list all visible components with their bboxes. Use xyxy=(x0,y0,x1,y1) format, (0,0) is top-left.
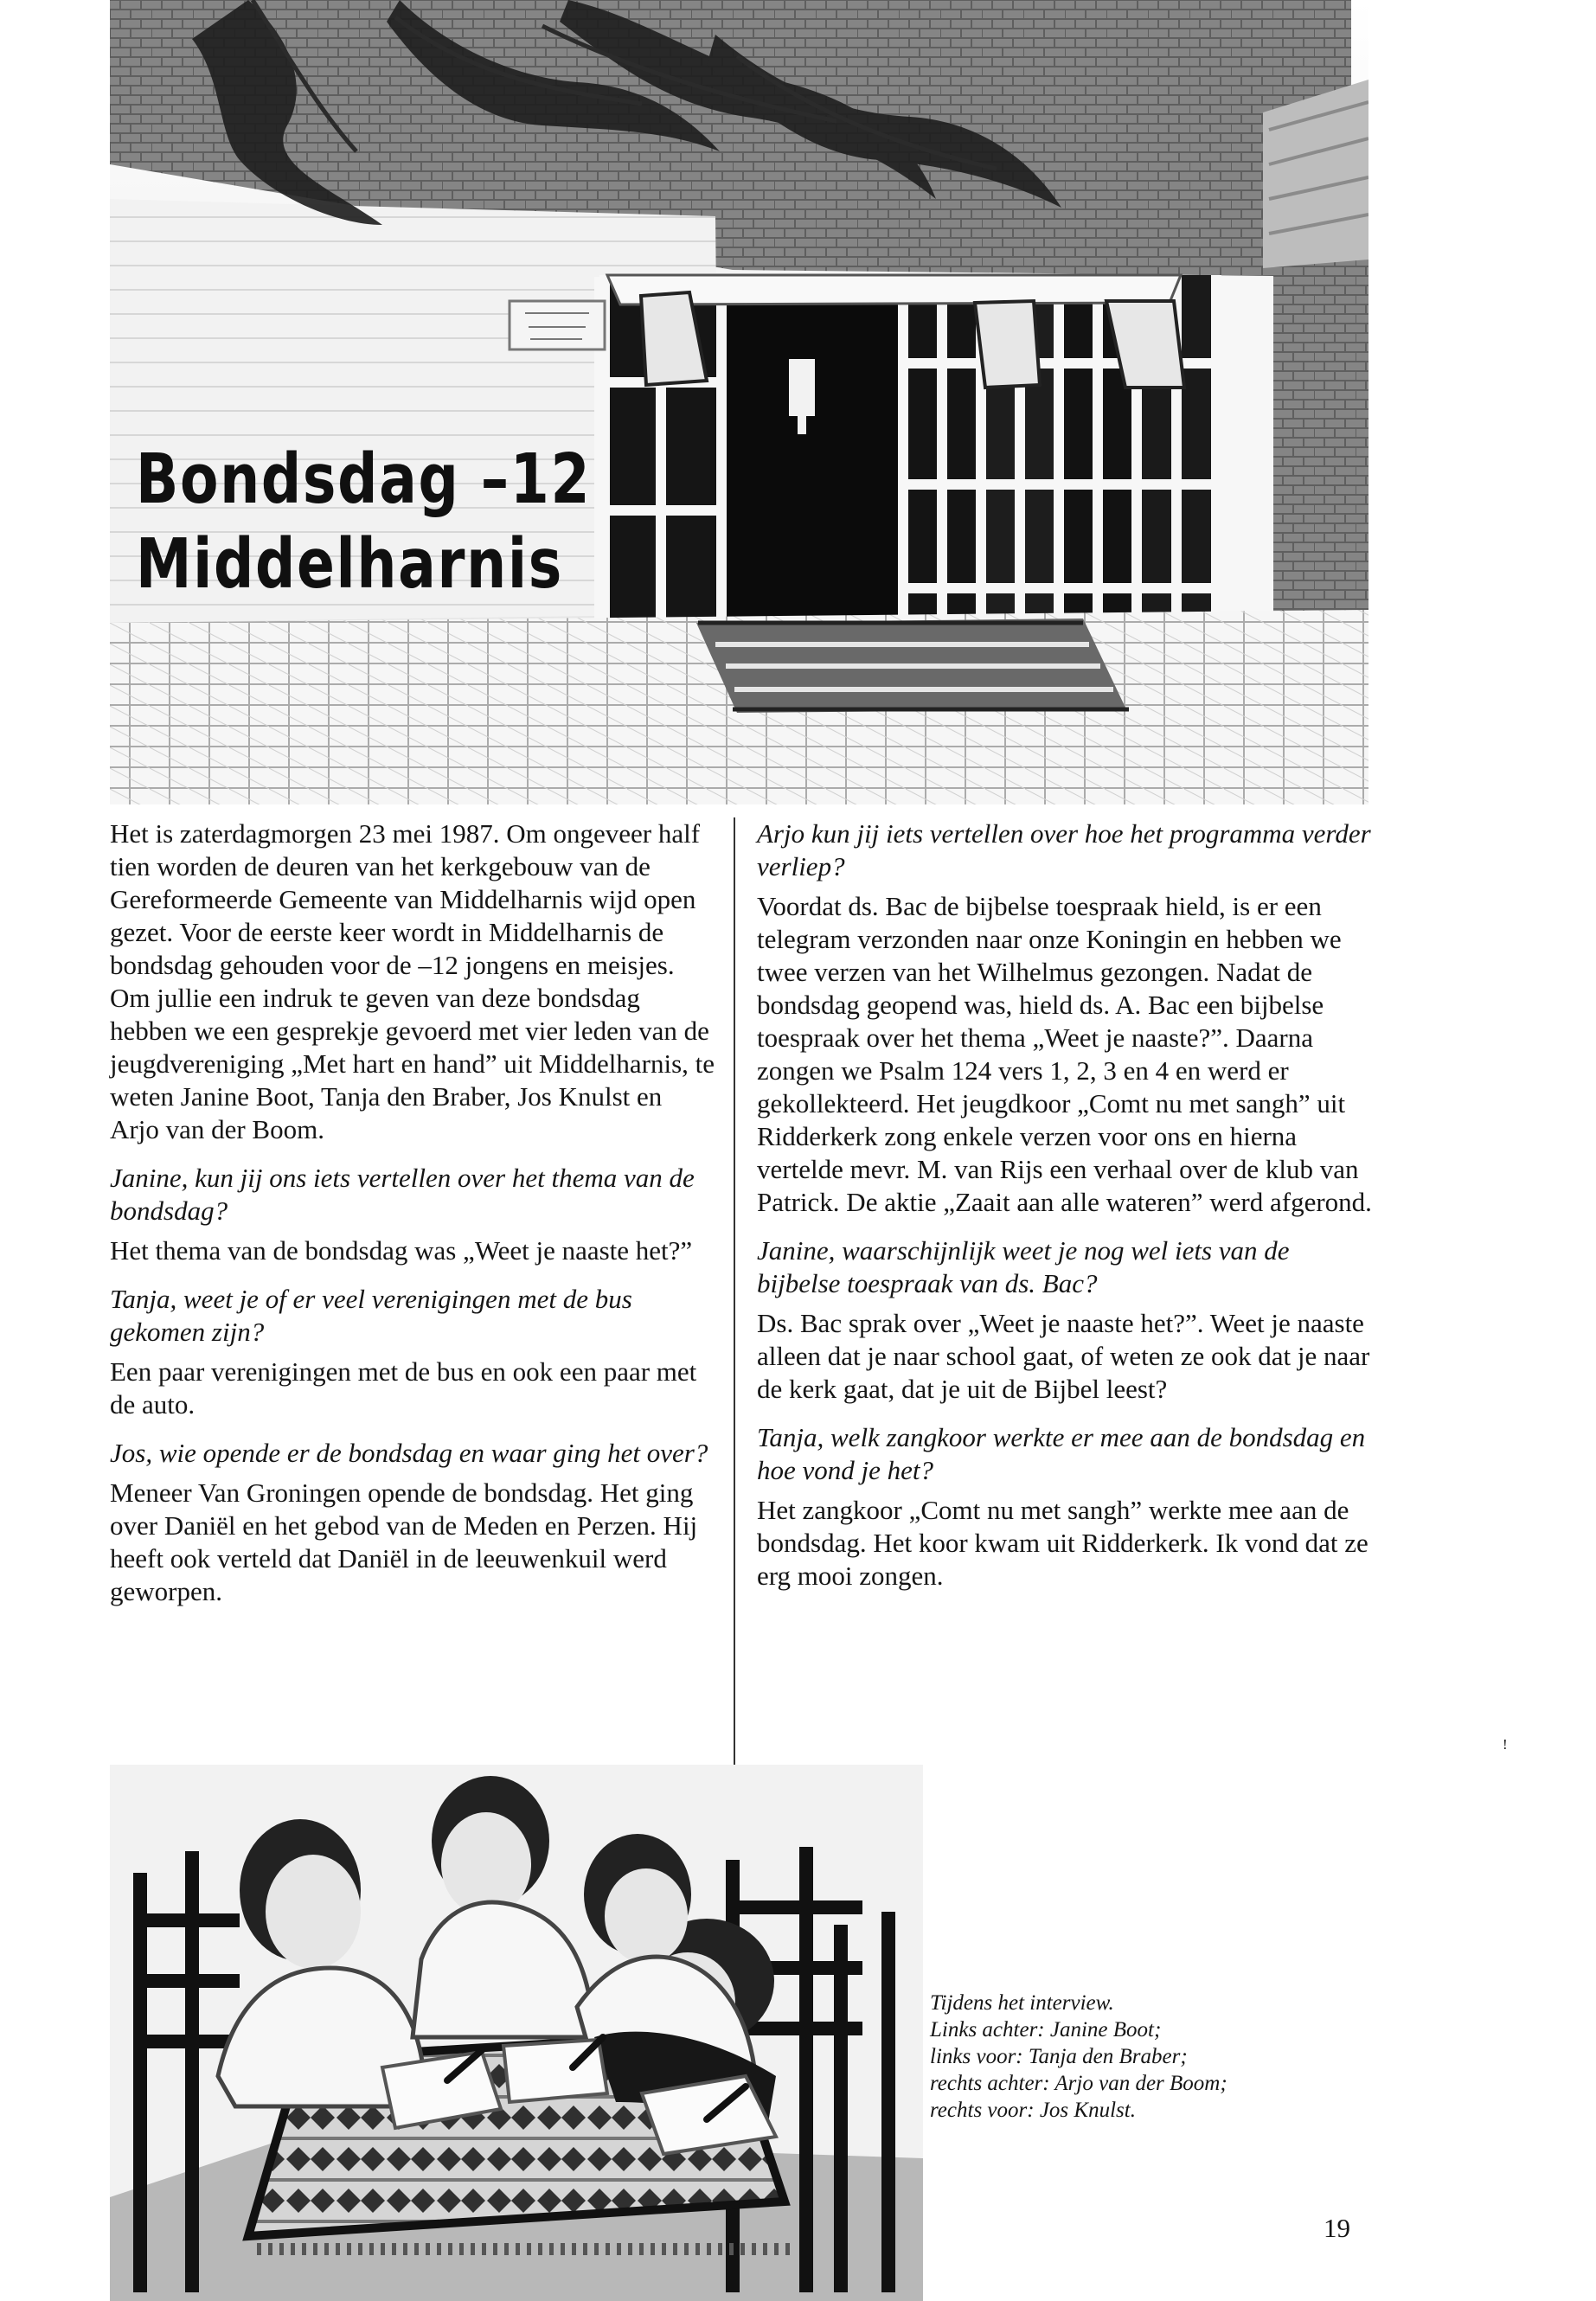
photo-caption xyxy=(930,1990,1285,2124)
interview-answer: Ds. Bac sprak over „Weet je naaste het?”. Weet je naaste alleen dat je naar school gaat, of weten ze ook dat je naar de kerk gaat, dat je uit de Bijbel leest? xyxy=(757,1308,1370,1404)
column-divider xyxy=(734,817,735,1765)
caption-line: Links achter: Janine Boot; xyxy=(930,2018,1162,2041)
interview-question: Tanja, welk zangkoor werkte er mee aan de bondsdag en hoe vond je het? xyxy=(757,1422,1366,1485)
intro-paragraph: Het is zaterdagmorgen 23 mei 1987. Om ongeveer half tien worden de deuren van het kerkgebouw van de Gereformeerde Gemeente van Middelharnis wijd open gezet. Voor de eerste keer wordt in Middelharnis de bondsdag gehouden voor de –12 jongens en meisjes. Om jullie een indruk te geven van deze bondsdag hebben we een gesprekje gevoerd met vier leden van de jeugdvereniging „Met hart en hand” uit Middelharnis, te weten Janine Boot, Tanja den Braber, Jos Knulst en Arjo van der Boom. xyxy=(110,818,715,1144)
interview-question: Janine, kun jij ons iets vertellen over het thema van de bondsdag? xyxy=(110,1163,695,1226)
interview-question: Tanja, weet je of er veel verenigingen met de bus gekomen zijn? xyxy=(110,1284,632,1347)
interview-answer: Het thema van de bondsdag was „Weet je naaste het?” xyxy=(110,1235,693,1266)
caption-line: rechts voor: Jos Knulst. xyxy=(930,2099,1136,2122)
interview-answer: Een paar verenigingen met de bus en ook een paar met de auto. xyxy=(110,1356,697,1420)
interview-question: Arjo kun jij iets vertellen over hoe het programma verder verliep? xyxy=(757,818,1371,881)
article-title xyxy=(136,437,591,606)
interview-answer: Voordat ds. Bac de bijbelse toespraak hield, is er een telegram verzonden naar onze Koningin en hebben we twee verzen van het Wilhelmus gezongen. Nadat de bondsdag geopend was, hield ds. A. Bac een bijbelse toespraak over het thema „Weet je naaste?”. Daarna zongen we Psalm 124 vers 1, 2, 3 en 4 en werd er gekollekteerd. Het jeugdkoor „Comt nu met sangh” uit Ridderkerk zong enkele verzen voor ons en hierna vertelde mevr. M. van Rijs een verhaal over de klub van Patrick. De aktie „Zaait aan alle wateren” werd afgerond. xyxy=(757,891,1372,1217)
page-number: 19 xyxy=(1324,2213,1350,2243)
left-text-column xyxy=(110,817,715,1617)
building-photo-icon xyxy=(110,0,1368,804)
title-line-two: Middelharnis xyxy=(136,524,563,604)
caption-line: Tijdens het interview. xyxy=(930,1991,1114,2015)
interview-photo-icon xyxy=(110,1765,923,2301)
interview-answer: Het zangkoor „Comt nu met sangh” werkte mee aan de bondsdag. Het koor kwam uit Ridderkerk. Ik vond dat ze erg mooi zongen. xyxy=(757,1495,1368,1591)
right-text-column xyxy=(757,817,1375,1601)
interview-question: Janine, waarschijnlijk weet je nog wel iets van de bijbelse toespraak van ds. Bac? xyxy=(757,1235,1290,1298)
interview-answer: Meneer Van Groningen opende de bondsdag. Het ging over Daniël en het gebod van de Meden en Perzen. Hij heeft ook verteld dat Daniël in de leeuwenkuil werd geworpen. xyxy=(110,1477,698,1606)
caption-line: links voor: Tanja den Braber; xyxy=(930,2045,1188,2068)
interview-question: Jos, wie opende er de bondsdag en waar ging het over? xyxy=(110,1438,708,1468)
stray-print-mark: ! xyxy=(1503,1736,1508,1753)
caption-line: rechts achter: Arjo van der Boom; xyxy=(930,2072,1227,2095)
church-building-photo xyxy=(110,0,1368,804)
title-line-one: Bondsdag –12 xyxy=(136,439,592,519)
interview-photo xyxy=(110,1765,923,2301)
